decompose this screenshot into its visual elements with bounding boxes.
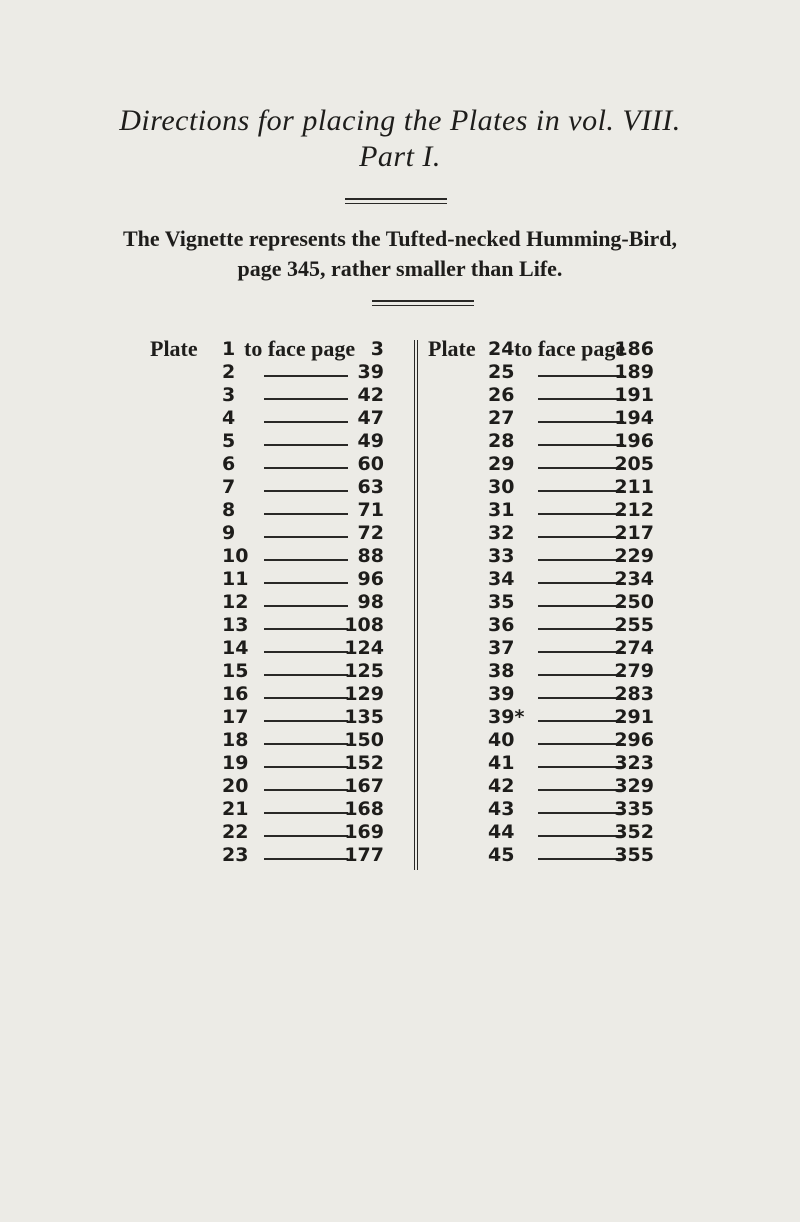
right-plate-page-number: 255 — [614, 614, 654, 636]
left-plate-page-number: 152 — [344, 752, 384, 774]
right-plate-page-number: 250 — [614, 591, 654, 613]
right-face-page-header: to face page — [514, 336, 626, 361]
right-plate-plate-number: 39 — [488, 683, 515, 705]
right-plate-page-number: 186 — [614, 338, 654, 360]
left-plate-plate-number: 5 — [222, 430, 236, 452]
right-plate-page-number: 191 — [614, 384, 654, 406]
left-plate-plate-number: 18 — [222, 729, 249, 751]
left-plate-page-number: 3 — [370, 338, 384, 360]
right-plate-plate-number: 24 — [488, 338, 515, 360]
right-plate-page-number: 234 — [614, 568, 654, 590]
right-plate-plate-number: 44 — [488, 821, 515, 843]
right-plate-page-number: 355 — [614, 844, 654, 866]
right-plate-plate-number: 33 — [488, 545, 515, 567]
right-plate-plate-number: 41 — [488, 752, 515, 774]
left-plate-plate-number: 15 — [222, 660, 249, 682]
right-plate-page-number: 283 — [614, 683, 654, 705]
vignette-line-1: The Vignette represents the Tufted-necked Humming-Bird, — [122, 226, 678, 251]
left-plate-page-number: 47 — [357, 407, 384, 429]
left-plate-plate-number: 13 — [222, 614, 249, 636]
right-plate-page-number: 329 — [614, 775, 654, 797]
right-plate-plate-number: 42 — [488, 775, 515, 797]
right-plate-plate-number: 25 — [488, 361, 515, 383]
left-plate-plate-number: 1 — [222, 338, 236, 360]
left-plate-plate-number: 20 — [222, 775, 249, 797]
right-plate-page-number: 296 — [614, 729, 654, 751]
right-plate-plate-number: 38 — [488, 660, 515, 682]
left-plate-page-number: 124 — [344, 637, 384, 659]
left-plate-page-number: 96 — [357, 568, 384, 590]
vignette-divider — [372, 300, 474, 306]
left-plate-plate-number: 22 — [222, 821, 249, 843]
right-plate-plate-number: 37 — [488, 637, 515, 659]
right-plate-page-number: 335 — [614, 798, 654, 820]
left-plate-page-number: 39 — [357, 361, 384, 383]
left-plate-plate-number: 2 — [222, 361, 236, 383]
left-face-page-header: to face page — [244, 336, 356, 361]
page-subtitle: Part I. — [359, 140, 441, 173]
left-plate-page-number: 63 — [357, 476, 384, 498]
right-plate-plate-number: 30 — [488, 476, 515, 498]
right-plate-page-number: 352 — [614, 821, 654, 843]
right-plate-header: Plate — [428, 336, 476, 361]
left-plate-plate-number: 10 — [222, 545, 249, 567]
left-plate-plate-number: 14 — [222, 637, 249, 659]
right-plate-plate-number: 45 — [488, 844, 515, 866]
left-plate-header: Plate — [150, 336, 198, 361]
right-plate-page-number: 229 — [614, 545, 654, 567]
right-plate-plate-number: 26 — [488, 384, 515, 406]
right-plate-plate-number: 27 — [488, 407, 515, 429]
title-divider — [345, 198, 447, 204]
page-title: Directions for placing the Plates in vol. VIII. — [119, 104, 681, 137]
left-plate-page-number: 168 — [344, 798, 384, 820]
left-plate-page-number: 98 — [357, 591, 384, 613]
right-plate-plate-number: 31 — [488, 499, 515, 521]
right-plate-page-number: 212 — [614, 499, 654, 521]
right-plate-page-number: 205 — [614, 453, 654, 475]
right-plate-row — [0, 844, 800, 874]
right-plate-plate-number: 34 — [488, 568, 515, 590]
left-plate-page-number: 108 — [344, 614, 384, 636]
right-plate-plate-number: 29 — [488, 453, 515, 475]
left-plate-page-number: 42 — [357, 384, 384, 406]
right-plate-page-number: 211 — [614, 476, 654, 498]
left-plate-page-number: 72 — [357, 522, 384, 544]
left-plate-page-number: 49 — [357, 430, 384, 452]
left-plate-plate-number: 7 — [222, 476, 236, 498]
right-plate-plate-number: 36 — [488, 614, 515, 636]
left-plate-plate-number: 23 — [222, 844, 249, 866]
left-plate-plate-number: 6 — [222, 453, 236, 475]
left-plate-page-number: 150 — [344, 729, 384, 751]
vignette-line-2: page 345, rather smaller than Life. — [237, 256, 563, 281]
right-plate-page-number: 194 — [614, 407, 654, 429]
right-plate-plate-number: 35 — [488, 591, 515, 613]
right-plate-plate-number: 32 — [488, 522, 515, 544]
right-plate-plate-number: 28 — [488, 430, 515, 452]
left-plate-page-number: 129 — [344, 683, 384, 705]
left-plate-plate-number: 3 — [222, 384, 236, 406]
right-plate-plate-number: 40 — [488, 729, 515, 751]
right-plate-plate-number: 43 — [488, 798, 515, 820]
left-plate-page-number: 135 — [344, 706, 384, 728]
right-plate-page-number: 323 — [614, 752, 654, 774]
left-plate-page-number: 177 — [344, 844, 384, 866]
left-plate-page-number: 169 — [344, 821, 384, 843]
right-plate-page-number: 189 — [614, 361, 654, 383]
left-plate-page-number: 60 — [357, 453, 384, 475]
left-plate-plate-number: 16 — [222, 683, 249, 705]
left-plate-plate-number: 17 — [222, 706, 249, 728]
right-plate-page-number: 279 — [614, 660, 654, 682]
left-plate-plate-number: 11 — [222, 568, 249, 590]
left-plate-plate-number: 21 — [222, 798, 249, 820]
right-plate-page-number: 196 — [614, 430, 654, 452]
left-plate-plate-number: 19 — [222, 752, 249, 774]
left-plate-page-number: 167 — [344, 775, 384, 797]
left-plate-page-number: 125 — [344, 660, 384, 682]
left-plate-plate-number: 9 — [222, 522, 236, 544]
right-plate-page-number: 291 — [614, 706, 654, 728]
left-plate-plate-number: 8 — [222, 499, 236, 521]
right-plate-plate-number: 39* — [488, 706, 525, 728]
right-plate-page-number: 217 — [614, 522, 654, 544]
left-plate-plate-number: 12 — [222, 591, 249, 613]
left-plate-page-number: 88 — [357, 545, 384, 567]
left-plate-page-number: 71 — [357, 499, 384, 521]
left-plate-plate-number: 4 — [222, 407, 236, 429]
right-plate-page-number: 274 — [614, 637, 654, 659]
